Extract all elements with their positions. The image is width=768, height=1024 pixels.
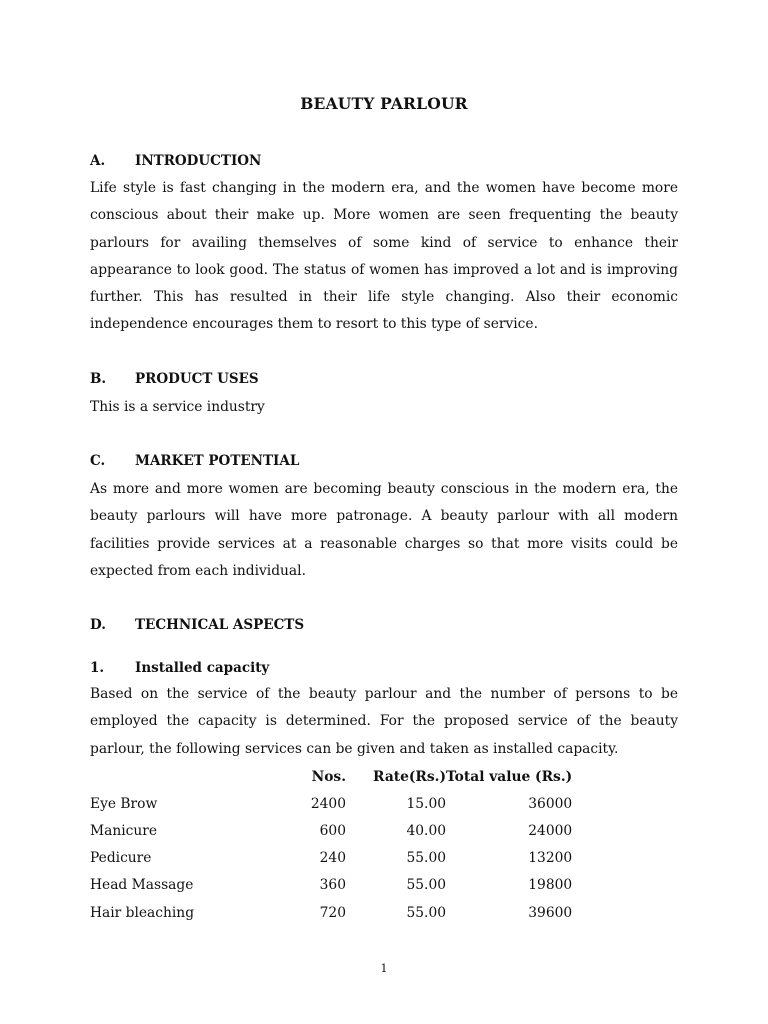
service-rate: 15.00	[406, 795, 446, 812]
service-rate: 55.00	[406, 904, 446, 921]
installed-capacity-paragraph: Based on the service of the beauty parlour and the number of persons to be employed the capacity is determined. For the proposed service of the beauty parlour, the following services can be given and taken as installed capacity.	[90, 686, 678, 757]
introduction-paragraph: Life style is fast changing in the modern era, and the women have become more conscious about their make up. More women are seen frequenting the beauty parlours for availing themselves of some kind of service to enhance their appearance to look good. The status of women has improved a lot and is improving further. This has resulted in their life style changing. Also their economic independence encourages them to resort to this type of service.	[90, 180, 678, 333]
service-name: Pedicure	[90, 850, 152, 867]
section-heading-technical-aspects	[90, 617, 304, 633]
section-letter: D.	[90, 617, 106, 633]
table-row	[90, 899, 572, 926]
section-heading-introduction	[90, 153, 261, 169]
section-title: PRODUCT USES	[135, 371, 259, 387]
installed-capacity-table	[90, 763, 572, 926]
product-uses-paragraph: This is a service industry	[90, 399, 265, 415]
subsection-title: Installed capacity	[135, 660, 270, 676]
section-heading-product-uses	[90, 371, 259, 387]
service-total: 13200	[528, 850, 573, 867]
section-letter: B.	[90, 371, 107, 387]
service-total: 36000	[528, 795, 573, 812]
table-row	[90, 790, 572, 817]
service-name: Eye Brow	[90, 795, 158, 812]
table-header-row	[90, 763, 572, 790]
section-letter: C.	[90, 453, 106, 469]
table-row	[90, 845, 572, 872]
service-nos: 240	[319, 850, 346, 867]
header-nos: Nos.	[311, 768, 346, 785]
service-nos: 360	[319, 877, 346, 894]
service-rate: 55.00	[406, 850, 446, 867]
table-row	[90, 872, 572, 899]
service-nos: 2400	[310, 795, 346, 812]
section-title: INTRODUCTION	[135, 153, 262, 169]
service-nos: 600	[319, 822, 346, 839]
service-name: Head Massage	[90, 877, 194, 894]
page-title: BEAUTY PARLOUR	[300, 94, 468, 113]
subsection-number: 1.	[90, 660, 105, 676]
subsection-heading-installed-capacity	[90, 660, 269, 676]
section-heading-market-potential	[90, 453, 299, 469]
service-total: 24000	[528, 822, 573, 839]
table-row	[90, 817, 572, 844]
market-potential-paragraph: As more and more women are becoming beauty conscious in the modern era, the beauty parlours will have more patronage. A beauty parlour with all modern facilities provide services at a reasonable charges so that more visits could be expected from each individual.	[90, 481, 678, 579]
header-rate: Rate(Rs.)	[373, 768, 446, 785]
service-rate: 40.00	[406, 822, 446, 839]
section-letter: A.	[90, 153, 106, 169]
section-title: MARKET POTENTIAL	[135, 453, 300, 469]
header-item	[90, 763, 286, 790]
service-rate: 55.00	[406, 877, 446, 894]
service-name: Hair bleaching	[90, 904, 195, 921]
service-total: 19800	[528, 877, 573, 894]
service-nos: 720	[319, 904, 346, 921]
service-name: Manicure	[90, 822, 158, 839]
section-title: TECHNICAL ASPECTS	[135, 617, 305, 633]
header-total-value: Total value (Rs.)	[446, 768, 573, 785]
service-total: 39600	[528, 904, 573, 921]
page-number: 1	[380, 962, 388, 975]
